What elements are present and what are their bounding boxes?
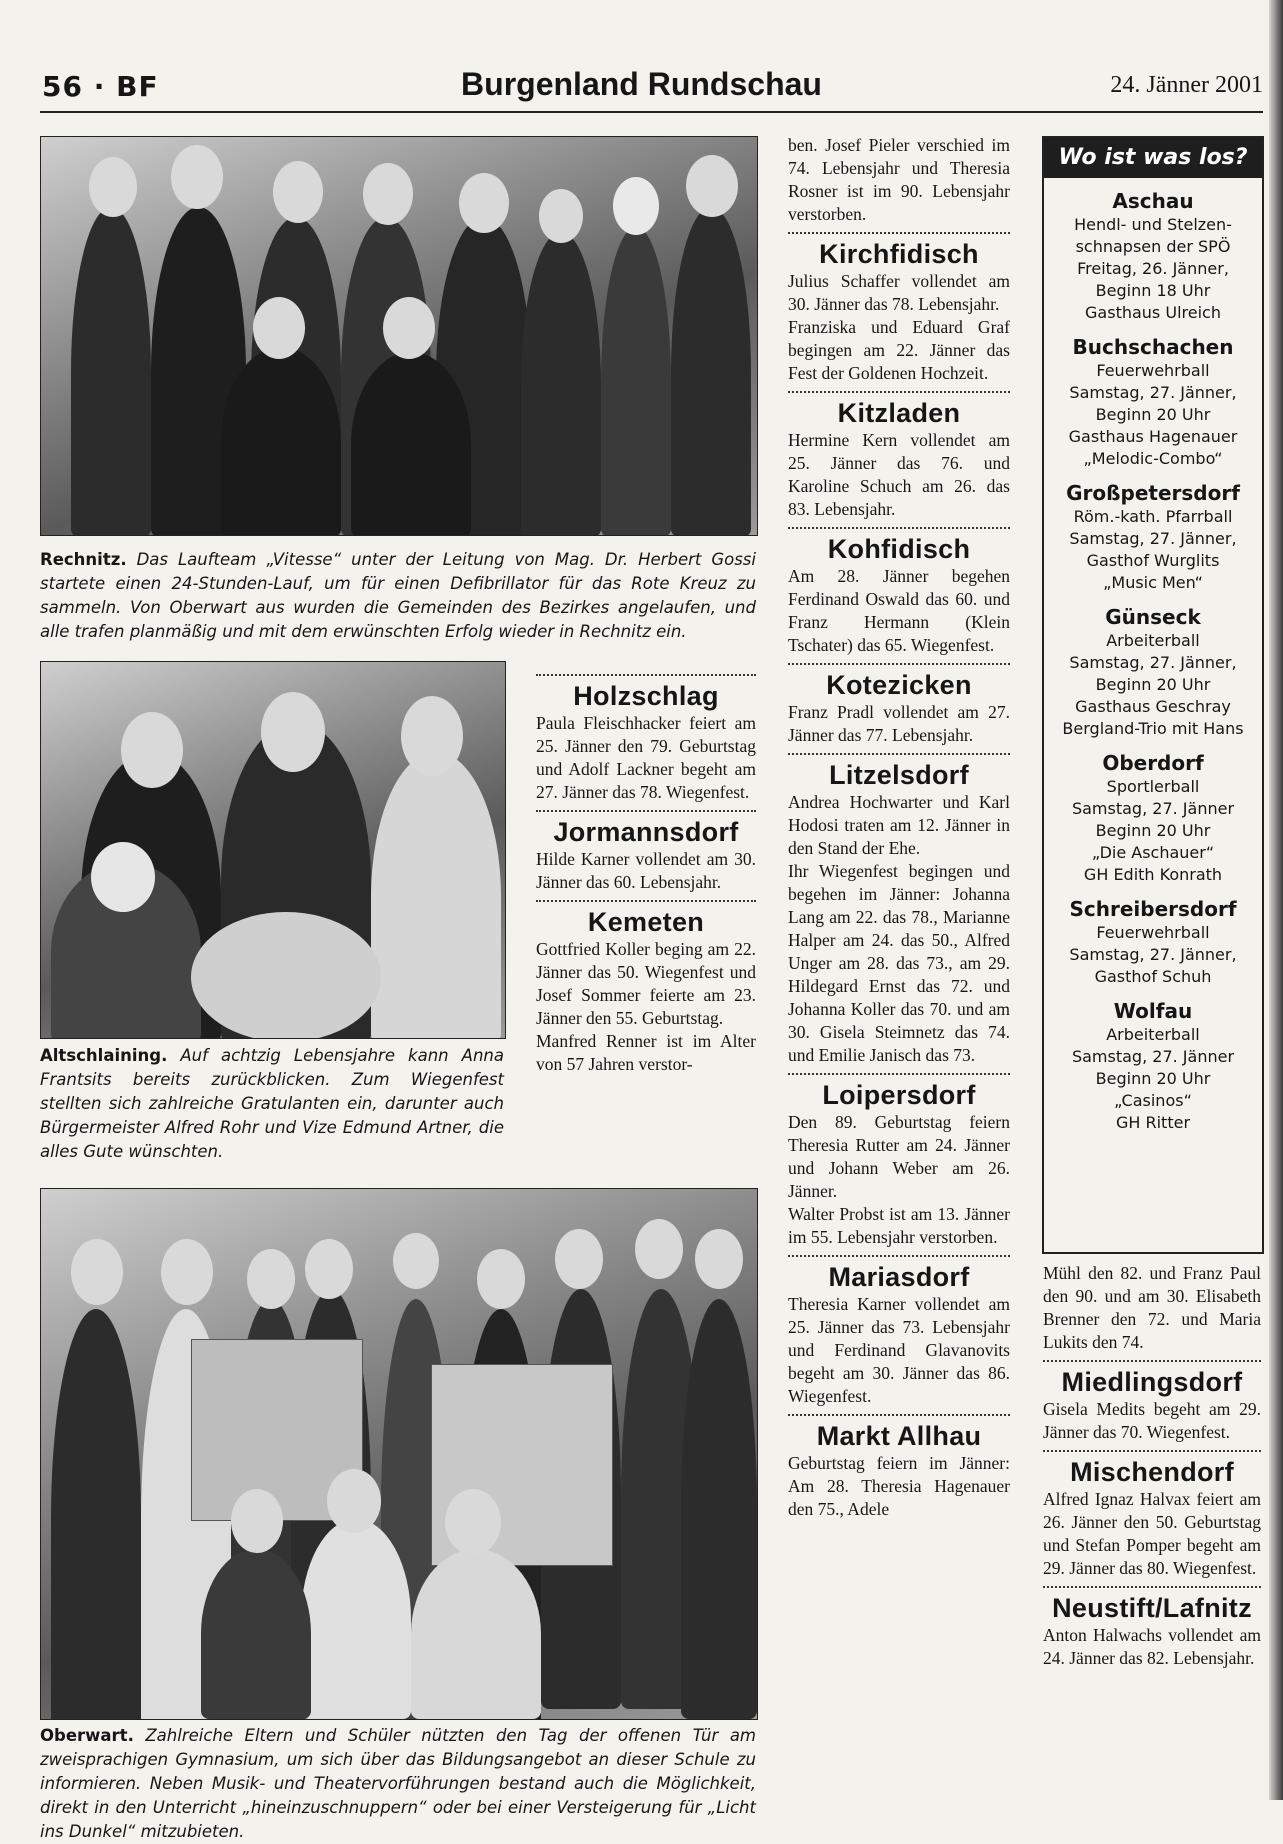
event-detail-line: Samstag, 27. Jänner, [1069,653,1237,672]
caption-place: Rechnitz. [40,550,127,569]
event-detail-line: Gasthof Schuh [1094,967,1212,986]
place-heading: Mischendorf [1070,1457,1234,1487]
events-box [1042,136,1264,1254]
entry-text: Mühl den 82. und Franz Paul den 90. und am 30. Elisabeth Brenner den 72. und Maria Lukits den 74. [1043,1263,1261,1352]
event-place: Aschau [1112,189,1194,213]
caption-rechnitz [40,548,756,644]
column-c [1043,1262,1261,1670]
separator [788,391,1010,393]
event-detail-line: Beginn 20 Uhr [1095,1069,1211,1088]
entry-text: ben. Josef Pieler verschied im 74. Lebensjahr und Theresia Rosner ist im 90. Lebensjahr verstorben. [788,135,1010,224]
entry-text: Den 89. Geburtstag feiern Theresia Rutter am 24. Jänner und Johann Weber am 26. Jänner. [788,1112,1010,1201]
event-detail-line: Gasthaus Ulreich [1085,303,1221,322]
caption-altschlaining [40,1044,504,1164]
event-detail-line: Gasthaus Geschray [1075,697,1231,716]
issue-date: 24. Jänner 2001 [1110,72,1263,98]
event-detail-line: Arbeiterball [1106,631,1200,650]
separator [536,900,756,902]
caption-place: Altschlaining. [40,1046,168,1065]
page-number: 56 · BF [42,70,159,103]
caption-text: Zahlreiche Eltern und Schüler nützten den Tag der offenen Tür am zweisprachigen Gymnasium, um sich über das Bildungsangebot an dieser Schule zu informieren. Neben Musik- und Theatervorführungen bestand auch die Möglichkeit, direkt in den Unterricht „hineinzuschnuppern“ oder bei einer Versteigerung für „Licht ins Dunkel“ mitzubieten. [40,1726,756,1841]
photo-oberwart-school [40,1188,758,1720]
entry-text: Julius Schaffer vollendet am 30. Jänner das 78. Lebensjahr. [788,271,1010,314]
photo-rechnitz-runners [40,136,758,536]
event-detail-line: Röm.-kath. Pfarrball [1073,507,1233,526]
header-rule [40,111,1263,113]
event-detail-line: GH Edith Konrath [1083,865,1223,884]
caption-oberwart [40,1724,756,1844]
event-detail-line: Feuerwehrball [1096,361,1210,380]
entry-text: Anton Halwachs vollendet am 24. Jänner das 82. Lebensjahr. [1043,1625,1261,1668]
caption-place: Oberwart. [40,1726,134,1745]
place-heading: Kemeten [587,907,705,937]
event-detail-line: Feuerwehrball [1096,923,1210,942]
place-heading: Miedlingsdorf [1061,1367,1243,1397]
entry-text: Am 28. Jänner begehen Ferdinand Oswald das 60. und Franz Hermann (Klein Tschater) das 65. Wiegenfest. [788,566,1010,655]
event-detail-line: „Casinos“ [1114,1091,1192,1110]
separator [788,1414,1010,1416]
event-detail-line: Beginn 20 Uhr [1095,405,1211,424]
event-detail-line: schnapsen der SPÖ [1075,237,1231,256]
separator [536,674,756,676]
newspaper-title: Burgenland Rundschau [461,66,822,102]
event-detail-line: Gasthaus Hagenauer [1068,427,1238,446]
separator [788,753,1010,755]
event-detail-line: Bergland-Trio mit Hans [1062,719,1244,738]
separator [788,232,1010,234]
event-place: Günseck [1105,605,1201,629]
entry-text: Alfred Ignaz Halvax feiert am 26. Jänner den 50. Geburtstag und Stefan Pomper begeht am 29. Jänner das 80. Wiegenfest. [1043,1489,1261,1578]
entry-text: Theresia Karner vollendet am 25. Jänner das 73. Lebensjahr und Ferdinand Glavanovits begeht am 30. Jänner das 86. Wiegenfest. [788,1294,1010,1406]
separator [788,1255,1010,1257]
entry-text: Hilde Karner vollendet am 30. Jänner das 60. Lebensjahr. [536,849,756,892]
column-b [788,134,1010,1521]
place-heading: Holzschlag [573,681,719,711]
event-detail-line: Gasthof Wurglits [1086,551,1220,570]
separator [788,527,1010,529]
photo-altschlaining-birthday [40,661,506,1039]
event-detail-line: Freitag, 26. Jänner, [1077,259,1229,278]
event-detail-line: Samstag, 27. Jänner, [1069,383,1237,402]
entry-text: Walter Probst ist am 13. Jänner im 55. Lebensjahr verstorben. [788,1204,1010,1247]
separator [788,1073,1010,1075]
entry-text: Paula Fleischhacker feiert am 25. Jänner den 79. Geburtstag und Adolf Lackner begeht am 27. Jänner das 78. Wiegenfest. [536,713,756,802]
event-detail-line: „Music Men“ [1103,573,1203,592]
event-detail-line: Beginn 18 Uhr [1095,281,1211,300]
event-detail-line: Beginn 20 Uhr [1095,675,1211,694]
entry-text: Hermine Kern vollendet am 25. Jänner das 76. und Karoline Schuch am 26. das 83. Lebensjahr. [788,430,1010,519]
event-detail-line: Arbeiterball [1106,1025,1200,1044]
event-detail-line: Beginn 20 Uhr [1095,821,1211,840]
event-detail-line: Samstag, 27. Jänner, [1069,529,1237,548]
event-detail-line: Samstag, 27. Jänner [1071,1047,1235,1066]
separator [1043,1360,1261,1362]
event-place: Großpetersdorf [1066,481,1240,505]
event-detail-line: Hendl- und Stelzen- [1074,215,1232,234]
column-a [536,668,756,1076]
place-heading: Loipersdorf [822,1080,976,1110]
place-heading: Kirchfidisch [819,239,979,269]
entry-text: Franziska und Eduard Graf begingen am 22. Jänner das Fest der Goldenen Hochzeit. [788,317,1010,383]
place-heading: Neustift/Lafnitz [1052,1593,1252,1623]
place-heading: Mariasdorf [828,1262,970,1292]
event-detail-line: Sportlerball [1106,777,1200,796]
event-place: Schreibersdorf [1069,897,1237,921]
events-list [1044,188,1262,1134]
events-box-title: Wo ist was los? [1044,138,1262,178]
place-heading: Kotezicken [826,670,972,700]
event-place: Wolfau [1113,999,1193,1023]
entry-text: Gisela Medits begeht am 29. Jänner das 70. Wiegenfest. [1043,1399,1261,1442]
event-detail-line: Samstag, 27. Jänner [1071,799,1235,818]
page-spine-shadow [1269,0,1283,1800]
caption-text: Auf achtzig Lebensjahre kann Anna Frantsits bereits zurückblicken. Zum Wiegenfest stellten sich zahlreiche Gratulanten ein, darunter auch Bürgermeister Alfred Rohr und Vize Edmund Artner, die alles Gute wünschten. [40,1046,504,1161]
place-heading: Markt Allhau [816,1421,982,1451]
event-detail-line: „Melodic-Combo“ [1083,449,1223,468]
event-detail-line: Samstag, 27. Jänner, [1069,945,1237,964]
entry-text: Ihr Wiegenfest begingen und begehen im Jänner: Johanna Lang am 22. das 78., Marianne Halper am 24. das 50., Alfred Unger am 28. das 73., am 29. Hildegard Ernst das 72. und Johanna Koller das 70. und am 30. Gisela Steimnetz das 74. und Emilie Janisch das 73. [788,861,1010,1065]
separator [788,663,1010,665]
caption-text: Das Laufteam „Vitesse“ unter der Leitung von Mag. Dr. Herbert Gossi startete einen 24-Stunden-Lauf, um für einen Defibrillator für das Rote Kreuz zu sammeln. Von Oberwart aus wurden die Gemeinden des Bezirkes angelaufen, und alle trafen planmäßig und mit dem erwünschten Erfolg wieder in Rechnitz ein. [40,550,756,641]
place-heading: Jormannsdorf [553,817,739,847]
event-detail-line: GH Ritter [1115,1113,1191,1132]
entry-text: Gottfried Koller beging am 22. Jänner das 50. Wiegenfest und Josef Sommer feierte am 23. Jänner den 55. Geburtstag. [536,939,756,1028]
entry-text: Geburtstag feiern im Jänner: Am 28. Theresia Hagenauer den 75., Adele [788,1453,1010,1519]
place-heading: Kitzladen [837,398,961,428]
place-heading: Litzelsdorf [829,760,969,790]
separator [1043,1450,1261,1452]
place-heading: Kohfidisch [827,534,971,564]
event-detail-line: „Die Aschauer“ [1091,843,1215,862]
entry-text: Manfred Renner ist im Alter von 57 Jahren verstor- [536,1031,756,1074]
separator [1043,1586,1261,1588]
entry-text: Andrea Hochwarter und Karl Hodosi traten am 12. Jänner in den Stand der Ehe. [788,792,1010,858]
entry-text: Franz Pradl vollendet am 27. Jänner das 77. Lebensjahr. [788,702,1010,745]
separator [536,810,756,812]
event-place: Buchschachen [1072,335,1234,359]
event-place: Oberdorf [1102,751,1204,775]
